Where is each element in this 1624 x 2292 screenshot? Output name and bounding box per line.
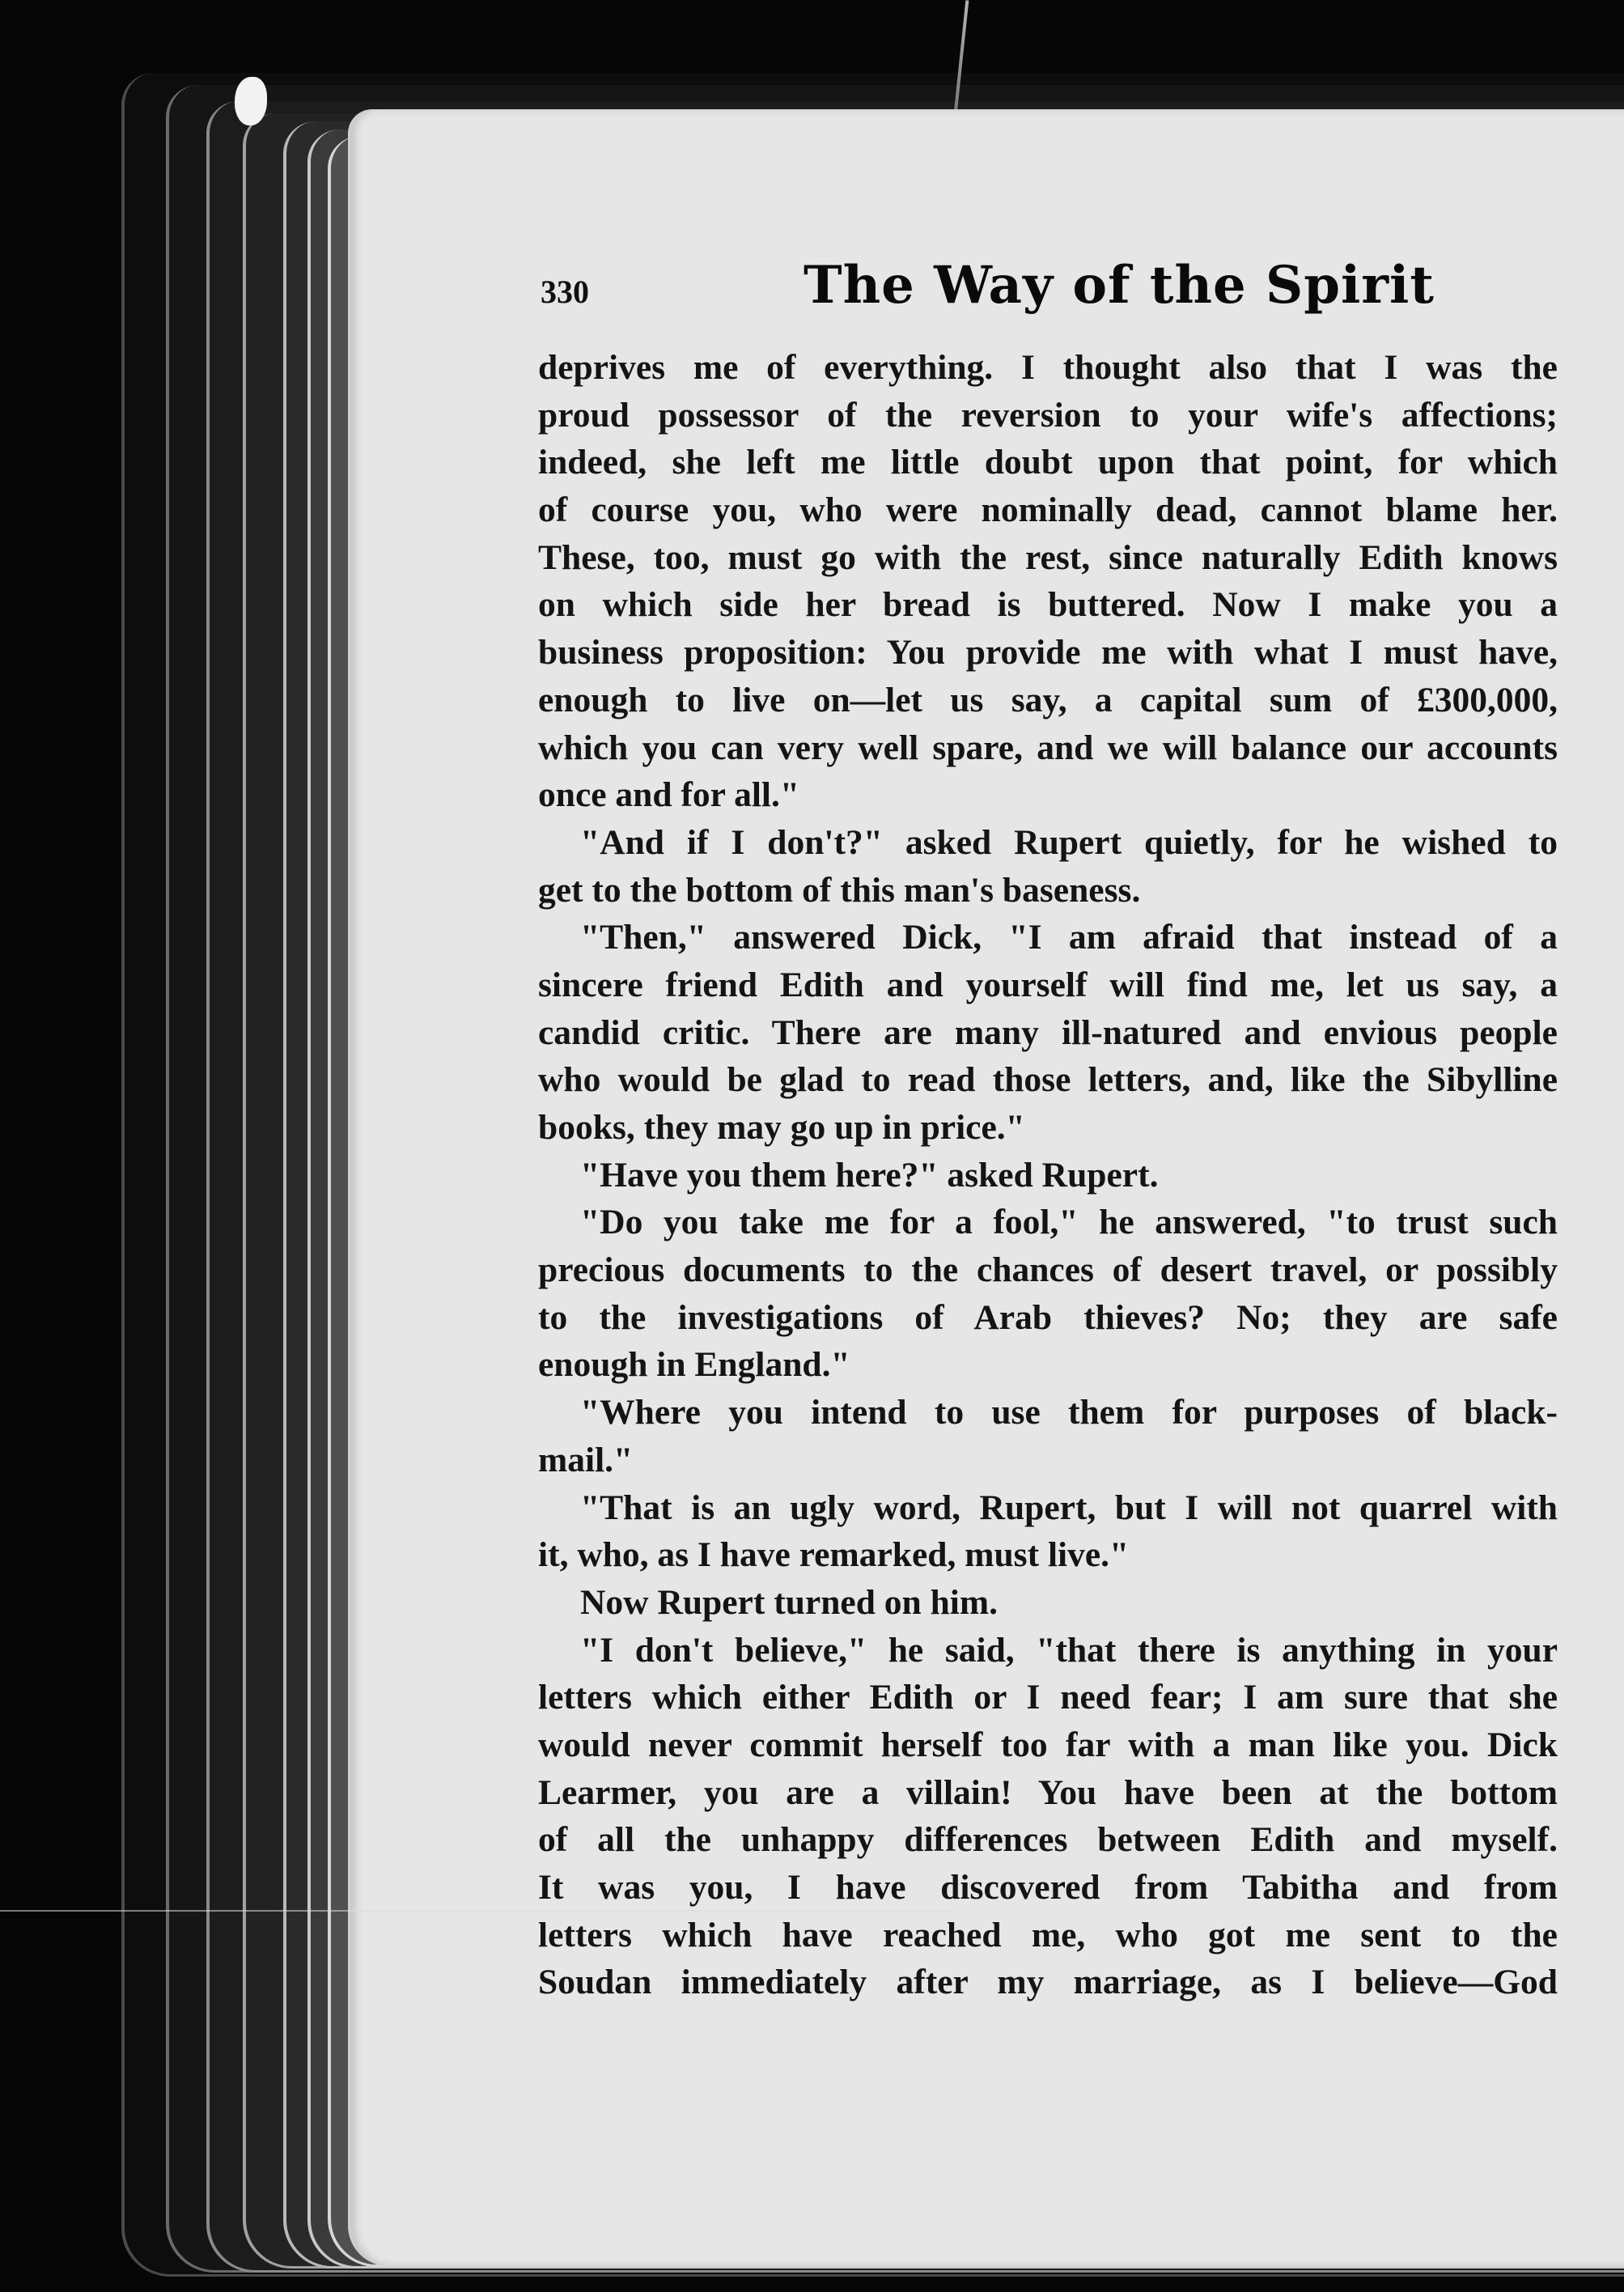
book-page (348, 109, 1624, 2266)
text-line: "Do you take me for a fool," he answered, "to trust such (580, 1203, 1558, 1242)
text-line: it, who, as I have remarked, must live." (538, 1535, 1130, 1575)
text-line: who would be glad to read those letters, and, like the Sibylline (538, 1060, 1558, 1100)
text-line: to the investigations of Arab thieves? No; they are safe (538, 1297, 1558, 1337)
text-line: of course you, who were nominally dead, cannot blame her. (538, 490, 1558, 530)
text-line: letters which either Edith or I need fear; I am sure that she (538, 1678, 1558, 1717)
scan-blemish (235, 77, 267, 125)
text-line: "I don't believe," he said, "that there is anything in your (580, 1630, 1558, 1670)
text-line: which you can very well spare, and we will balance our accounts (538, 728, 1558, 767)
text-line: on which side her bread is buttered. Now I make you a (538, 585, 1558, 625)
text-line: deprives me of everything. I thought also that I was the (538, 348, 1558, 387)
text-line: enough to live on—let us say, a capital sum of £300,000, (538, 680, 1558, 719)
text-line: "That is an ugly word, Rupert, but I will not quarrel with (580, 1488, 1558, 1527)
text-line: "And if I don't?" asked Rupert quietly, for he wished to (580, 822, 1558, 862)
text-line: of all the unhappy differences between Edith and myself. (538, 1820, 1558, 1860)
text-line: get to the bottom of this man's baseness. (538, 870, 1141, 910)
text-line: "Have you them here?" asked Rupert. (580, 1155, 1159, 1195)
text-line: mail." (538, 1440, 634, 1479)
text-line: It was you, I have discovered from Tabitha and from (538, 1868, 1558, 1907)
text-line: would never commit herself too far with a man like you. Dick (538, 1725, 1558, 1764)
text-line: Now Rupert turned on him. (580, 1582, 998, 1622)
page-header (541, 255, 1624, 352)
text-line: sincere friend Edith and yourself will find me, let us say, a (538, 965, 1558, 1004)
text-line: proud possessor of the reversion to your wife's affections; (538, 395, 1558, 435)
text-line: enough in England." (538, 1345, 850, 1385)
text-line: business proposition: You provide me with what I must have, (538, 633, 1558, 673)
text-line: candid critic. There are many ill-natured and envious people (538, 1012, 1558, 1052)
body-text (538, 344, 1558, 2006)
page-number: 330 (541, 274, 589, 310)
text-line: "Where you intend to use them for purposes of black- (580, 1393, 1558, 1432)
text-line: books, they may go up in price." (538, 1108, 1025, 1147)
text-line: precious documents to the chances of desert travel, or possibly (538, 1250, 1558, 1290)
text-line: These, too, must go with the rest, since naturally Edith knows (538, 537, 1558, 577)
text-line: once and for all." (538, 775, 800, 815)
text-line: "Then," answered Dick, "I am afraid that instead of a (580, 918, 1558, 957)
running-title: The Way of the Spirit (804, 255, 1435, 316)
text-line: letters which have reached me, who got me sent to the (538, 1915, 1558, 1955)
scan-artifact-line (0, 1910, 955, 1912)
text-line: indeed, she left me little doubt upon that point, for which (538, 443, 1558, 482)
text-line: Soudan immediately after my marriage, as I believe—God (538, 1963, 1558, 2002)
text-line: Learmer, you are a villain! You have been at the bottom (538, 1772, 1558, 1812)
